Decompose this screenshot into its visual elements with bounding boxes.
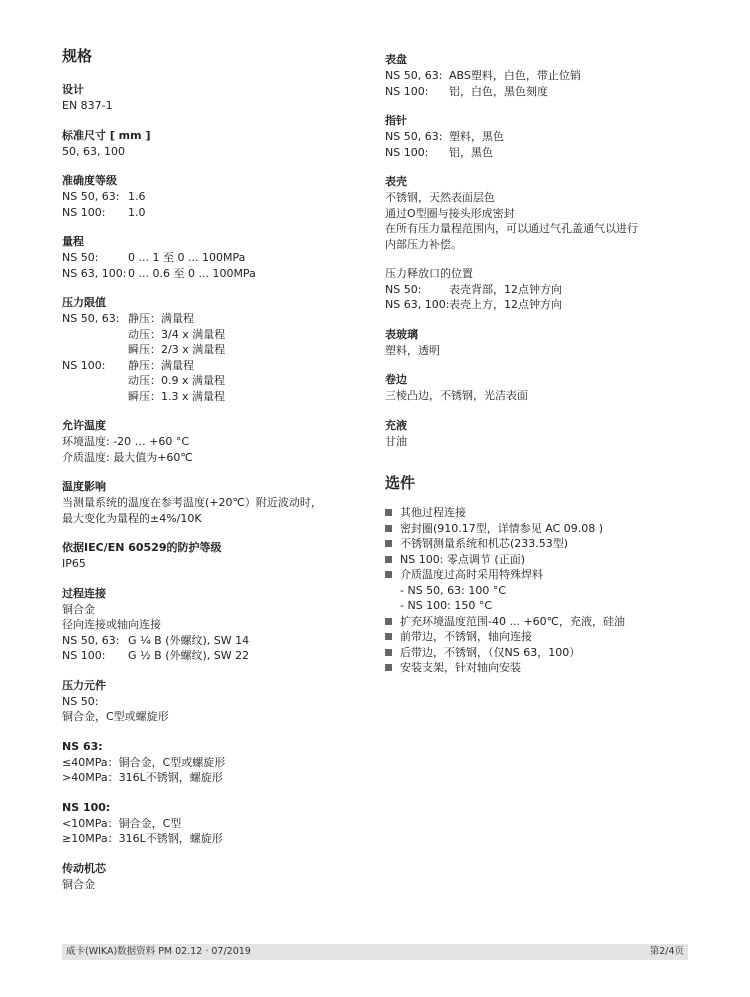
connection-heading: 过程连接 — [62, 586, 106, 600]
dial-key: NS 100: — [385, 84, 429, 98]
range-key: NS 50: — [62, 251, 99, 264]
option-text: 密封圈(910.17型，详情参见 AC 09.08 ) — [400, 521, 604, 535]
connection-key: NS 50, 63: — [62, 633, 120, 647]
relief-key: NS 63, 100: — [385, 298, 450, 311]
option-text: 后带边，不锈钢，（仅NS 63，100） — [400, 645, 581, 659]
design-section — [62, 82, 362, 114]
temp-effect-section — [62, 479, 362, 526]
ns63-line: >40MPa：316L不锈钢，螺旋形 — [62, 771, 223, 784]
case-section — [385, 174, 685, 313]
case-line: 不锈钢，天然表面层色 — [385, 191, 495, 204]
ns100-line: <10MPa：铜合金，C型 — [62, 816, 182, 830]
relief-value: 表壳背部，12点钟方向 — [449, 282, 562, 296]
connection-value: G ¼ B (外螺纹), SW 14 — [128, 633, 250, 647]
list-item — [385, 567, 685, 583]
list-item — [385, 552, 685, 568]
movement-section — [62, 861, 362, 893]
bullet-square-icon — [385, 618, 392, 625]
design-heading: 设计 — [62, 83, 84, 96]
option-text: 介质温度过高时采用特殊焊料 — [400, 568, 543, 581]
accuracy-heading: 准确度等级 — [62, 174, 117, 187]
connection-row — [62, 648, 362, 664]
pressure-limit-value: 静压：满量程 — [128, 312, 194, 325]
bullet-square-icon — [385, 556, 392, 563]
dial-row — [385, 68, 685, 84]
window-section — [385, 327, 685, 359]
pressure-limit-value: 动压：3/4 x 满量程 — [128, 327, 226, 341]
accuracy-row — [62, 189, 362, 205]
range-value: 0 ... 1 至 0 ... 100MPa — [128, 251, 246, 264]
pressure-limit-key: NS 50, 63: — [62, 312, 120, 325]
footer-page-number: 第2/4页 — [649, 946, 684, 957]
relief-key: NS 50: — [385, 282, 422, 296]
bullet-square-icon — [385, 540, 392, 547]
design-value: EN 837-1 — [62, 99, 113, 112]
ns63-heading: NS 63: — [62, 739, 103, 753]
filling-heading: 充液 — [385, 418, 407, 432]
relief-title: 压力释放口的位置 — [385, 267, 473, 280]
temperature-section — [62, 418, 362, 465]
ns100-heading: NS 100: — [62, 800, 111, 814]
element-section — [62, 678, 362, 725]
pointer-value: 铝，黑色 — [449, 145, 493, 159]
bullet-square-icon — [385, 525, 392, 532]
option-text: 不锈钢测量系统和机芯(233.53型) — [400, 537, 569, 550]
accuracy-value: 1.0 — [128, 205, 146, 219]
range-value: 0 ... 0.6 至 0 ... 100MPa — [128, 266, 256, 280]
accuracy-value: 1.6 — [128, 190, 146, 203]
list-item — [385, 521, 685, 537]
size-value: 50, 63, 100 — [62, 144, 125, 158]
pointer-key: NS 100: — [385, 145, 429, 159]
window-heading: 表玻璃 — [385, 327, 418, 341]
temp-effect-line: 最大变化为量程的±4%/10K — [62, 511, 202, 525]
options-title: 选件 — [385, 474, 416, 492]
accuracy-key: NS 50, 63: — [62, 190, 120, 203]
option-text: 安装支架，针对轴向安装 — [400, 661, 521, 674]
spec-title: 规格 — [62, 47, 93, 65]
bullet-square-icon — [385, 509, 392, 516]
page-footer — [62, 944, 688, 960]
movement-value: 铜合金 — [62, 877, 95, 891]
bullet-square-icon — [385, 649, 392, 656]
temperature-heading: 允许温度 — [62, 419, 106, 432]
element-line: 铜合金，C型或螺旋形 — [62, 710, 169, 723]
temperature-line: 环境温度: -20 … +60 °C — [62, 435, 190, 448]
pressure-limit-row — [62, 311, 362, 327]
size-section — [62, 128, 362, 160]
case-line: 内部压力补偿。 — [385, 237, 462, 251]
temp-effect-heading: 温度影响 — [62, 480, 106, 493]
pressure-limit-value: 瞬压：1.3 x 满量程 — [128, 389, 225, 403]
pressure-limit-row — [62, 358, 362, 374]
pressure-limit-heading: 压力限值 — [62, 296, 106, 309]
pointer-section — [385, 113, 685, 160]
list-item — [385, 505, 685, 521]
window-value: 塑料，透明 — [385, 343, 440, 357]
dial-row — [385, 84, 685, 100]
pressure-limit-value: 静压：满量程 — [128, 358, 194, 372]
ns63-line: ≤40MPa：铜合金，C型或螺旋形 — [62, 755, 226, 769]
dial-value: ABS塑料，白色，带止位销 — [449, 69, 581, 82]
connection-section — [62, 586, 362, 664]
protection-section — [62, 540, 362, 572]
connection-row — [62, 633, 362, 649]
list-item — [385, 614, 685, 630]
temperature-line: 介质温度: 最大值为+60℃ — [62, 450, 193, 464]
temp-effect-line: 当测量系统的温度在参考温度(+20℃）附近波动时， — [62, 496, 322, 509]
relief-row — [385, 297, 685, 313]
pressure-limit-key: NS 100: — [62, 358, 106, 372]
range-section — [62, 234, 362, 281]
dial-heading: 表盘 — [385, 53, 407, 66]
case-line: 通过O型圈与接头形成密封 — [385, 206, 515, 220]
list-item — [385, 645, 685, 661]
case-heading: 表壳 — [385, 175, 407, 188]
accuracy-key: NS 100: — [62, 205, 106, 219]
left-column — [62, 46, 362, 906]
connection-value: G ½ B (外螺纹), SW 22 — [128, 649, 250, 662]
list-item — [385, 629, 685, 645]
element-heading: 压力元件 — [62, 678, 106, 692]
accuracy-row — [62, 205, 362, 221]
option-text: NS 100: 零点调节 (正面) — [400, 552, 525, 566]
bullet-square-icon — [385, 571, 392, 578]
range-heading: 量程 — [62, 235, 84, 248]
case-line: 在所有压力量程范围内，可以通过气孔盖通气以进行 — [385, 222, 638, 235]
element-line: NS 50: — [62, 694, 99, 708]
option-text: 扩充环境温度范围-40 ... +60℃，充液，硅油 — [400, 614, 626, 628]
range-key: NS 63, 100: — [62, 266, 127, 280]
ring-heading: 卷边 — [385, 373, 407, 386]
ring-value: 三棱凸边，不锈钢，光洁表面 — [385, 389, 528, 402]
pressure-limit-section — [62, 295, 362, 404]
bullet-square-icon — [385, 633, 392, 640]
ns100-section — [62, 800, 362, 847]
accuracy-section — [62, 173, 362, 220]
pointer-heading: 指针 — [385, 114, 407, 127]
pressure-limit-value: 动压：0.9 x 满量程 — [128, 374, 225, 387]
dial-section — [385, 52, 685, 99]
ns63-section — [62, 739, 362, 786]
range-row — [62, 266, 362, 282]
range-row — [62, 250, 362, 266]
connection-line: 径向连接或轴向连接 — [62, 618, 161, 631]
pointer-value: 塑料，黑色 — [449, 130, 504, 143]
list-sub-item: - NS 100: 150 °C — [400, 599, 493, 612]
option-text: 前带边，不锈钢，轴向连接 — [400, 630, 532, 643]
dial-value: 铝，白色，黑色刻度 — [449, 84, 548, 98]
protection-heading: 依据IEC/EN 60529的防护等级 — [62, 541, 222, 554]
protection-value: IP65 — [62, 557, 86, 570]
option-text: 其他过程连接 — [400, 506, 466, 519]
relief-value: 表壳上方，12点钟方向 — [449, 298, 562, 311]
options-list — [385, 505, 685, 676]
list-item — [385, 660, 685, 676]
movement-heading: 传动机芯 — [62, 861, 106, 875]
dial-key: NS 50, 63: — [385, 69, 443, 82]
list-sub-item: - NS 50, 63: 100 °C — [400, 583, 507, 597]
list-item — [385, 536, 685, 552]
footer-doc-info: 威卡(WIKA)数据资料 PM 02.12 · 07/2019 — [66, 946, 251, 957]
bullet-square-icon — [385, 664, 392, 671]
pressure-limit-value: 瞬压：2/3 x 满量程 — [128, 343, 226, 356]
pointer-row — [385, 129, 685, 145]
right-column — [385, 52, 685, 676]
filling-section — [385, 418, 685, 450]
relief-row — [385, 282, 685, 298]
connection-key: NS 100: — [62, 649, 106, 662]
pointer-key: NS 50, 63: — [385, 130, 443, 143]
size-heading: 标准尺寸 [ mm ] — [62, 128, 151, 142]
filling-value: 甘油 — [385, 434, 407, 448]
pointer-row — [385, 145, 685, 161]
ns100-line: ≥10MPa：316L不锈钢，螺旋形 — [62, 832, 223, 845]
connection-line: 铜合金 — [62, 602, 95, 616]
ring-section — [385, 372, 685, 404]
